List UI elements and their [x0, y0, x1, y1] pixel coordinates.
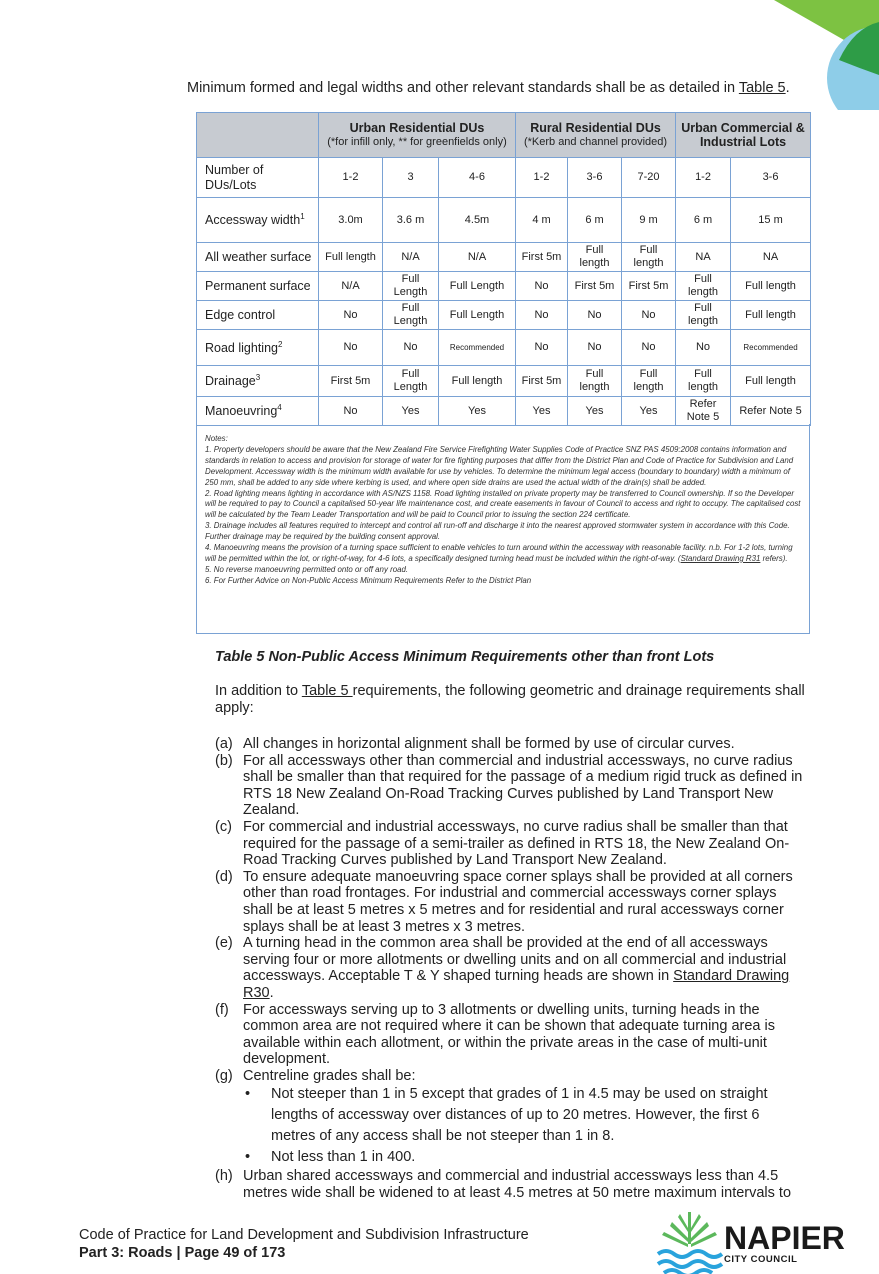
table-5-link-2[interactable]: Table 5 — [301, 683, 353, 699]
table-cell: 6 m — [568, 198, 622, 243]
table-cell: Full length — [676, 272, 731, 301]
table-cell: No — [568, 330, 622, 366]
logo-subtitle: CITY COUNCIL — [724, 1254, 798, 1265]
footer-title: Code of Practice for Land Development and Subdivision Infrastructure — [79, 1227, 529, 1243]
table-cell: Full Length — [439, 272, 516, 301]
table-cell: Yes — [516, 397, 568, 426]
standard-drawing-r30-link[interactable]: Standard Drawing R30 — [243, 968, 790, 1001]
table-cell: First 5m — [516, 366, 568, 397]
row-label: Permanent surface — [197, 272, 319, 301]
logo-wordmark — [724, 1222, 845, 1265]
table-cell: Full length — [622, 243, 676, 272]
table-cell: No — [622, 330, 676, 366]
table-cell: NA — [676, 243, 731, 272]
table-caption: Table 5 Non-Public Access Minimum Requirements other than front Lots — [215, 649, 715, 665]
list-item: (b) For all accessways other than commercial and industrial accessways, no curve radius shall be smaller than that required for the passage of a medium rigid truck as defined in RTS 18 New Zealand On-Road Tracking Curves published by Land Transport New Zealand. — [215, 752, 803, 819]
requirements-table — [196, 112, 811, 426]
header-rural-residential: Rural Residential DUs (*Kerb and channel provided) — [516, 113, 676, 158]
table-cell: Yes — [439, 397, 516, 426]
table-cell: Full Length — [383, 301, 439, 330]
list-item: (f) For accessways serving up to 3 allotments or dwelling units, turning heads in the common area are not required where it can be shown that adequate turning area is available within each allotment, or within the private areas in the case of multi-unit development. — [215, 1001, 775, 1068]
notes-heading: Notes: — [205, 434, 228, 443]
table-row — [197, 366, 811, 397]
table-cell: No — [383, 330, 439, 366]
table-cell: 4 m — [516, 198, 568, 243]
table-cell: Full length — [676, 301, 731, 330]
table-cell: 9 m — [622, 198, 676, 243]
table-cell: Recommended — [731, 330, 811, 366]
table-row — [197, 397, 811, 426]
table-cell: No — [516, 272, 568, 301]
table-cell: Full length — [676, 366, 731, 397]
logo-name: NAPIER — [724, 1220, 845, 1256]
header-blank-cell — [197, 113, 319, 158]
table-cell: 1-2 — [319, 158, 383, 198]
table-cell: Refer Note 5 — [731, 397, 811, 426]
table-cell: Recommended — [439, 330, 516, 366]
requirements-list — [215, 736, 815, 1202]
table-row — [197, 330, 811, 366]
table-row — [197, 301, 811, 330]
bullet-item: • Not steeper than 1 in 5 except that grades of 1 in 4.5 may be used on straight lengths of accessway over distances of up to 20 metres. However, the first 6 metres of any access shall be not steeper than 1 in 8. — [243, 1084, 815, 1147]
table-cell: No — [676, 330, 731, 366]
table-cell: Full Length — [439, 301, 516, 330]
list-item: (a) All changes in horizontal alignment shall be formed by use of circular curves. — [215, 736, 735, 752]
table-cell: No — [516, 301, 568, 330]
table-cell: Yes — [568, 397, 622, 426]
note-1: 1. Property developers should be aware that the New Zealand Fire Service Firefighting Water Supplies Code of Practice SNZ PAS 4509:2008 contains information and standards in relation to access and provision for storage of water for fire fighting purposes that differ from the District Plan and Code of Practice for Subdivision and Land Development. Accessway width is the minimum width available for use by vehicles. To determine the minimum legal access (boundary to boundary) width a minimum of 250 mm, shall be added to any side where kerbing is used, and where open side drains are used the actual width of the drain(s) shall be added. — [205, 444, 794, 487]
table-notes — [196, 424, 810, 634]
table-cell: First 5m — [622, 272, 676, 301]
table-cell: 3.6 m — [383, 198, 439, 243]
table-cell: Yes — [383, 397, 439, 426]
table-cell: First 5m — [319, 366, 383, 397]
table-cell: 3-6 — [568, 158, 622, 198]
table-cell: No — [319, 301, 383, 330]
table-cell: 3 — [383, 158, 439, 198]
table-cell: Yes — [622, 397, 676, 426]
table-cell: N/A — [439, 243, 516, 272]
list-item: (h) Urban shared accessways and commercial and industrial accessways less than 4.5 metres wide shall be widened to at least 4.5 metres at 50 metre maximum intervals to — [215, 1168, 792, 1202]
table-cell: Full length — [568, 366, 622, 397]
table-cell: Full Length — [383, 272, 439, 301]
header-urban-residential: Urban Residential DUs (*for infill only, ** for greenfields only) — [319, 113, 516, 158]
note-5: 5. No reverse manoeuvring permitted onto or off any road. — [205, 564, 409, 574]
table-cell: No — [622, 301, 676, 330]
row-label: Accessway width$^1$ — [197, 198, 319, 243]
table-5-link[interactable]: Table 5 — [738, 80, 786, 96]
row-label: All weather surface — [197, 243, 319, 272]
note-6: 6. For Further Advice on Non-Public Access Minimum Requirements Refer to the District Plan — [205, 575, 532, 585]
note-3: 3. Drainage includes all features required to intercept and control all run-off and discharge it into the nearest approved stormwater system in accordance with this Code. Further drainage may be required by the building consent approval. — [205, 521, 790, 542]
table-cell: 15 m — [731, 198, 811, 243]
list-item: (g) Centreline grades shall be: — [215, 1067, 416, 1084]
table-cell: Full length — [731, 272, 811, 301]
table-row — [197, 243, 811, 272]
note-4: 4. Manoeuvring means the provision of a turning space sufficient to enable vehicles to turn around within the accessway with reasonable facility. n.b. For 1-2 lots, turning will be permitted within the lot, or right-of-way, for 4-6 lots, a specifically designed turning head must be included within the right-of-way. (Standard Drawing R31 refers). — [205, 543, 793, 563]
table-cell: 4-6 — [439, 158, 516, 198]
row-label: Number of DUs/Lots — [197, 158, 319, 198]
footer-page-number: Part 3: Roads | Page 49 of 173 — [79, 1245, 286, 1261]
table-cell: NA — [731, 243, 811, 272]
list-item: (d) To ensure adequate manoeuvring space corner splays shall be provided at all corners other than road frontages. For industrial and commercial accessways corner splays shall be at least 5 metres x 5 metres and for residential and rural accessways corner splays shall be at least 3 metres x 3 metres. — [215, 868, 793, 935]
table-cell: Full length — [319, 243, 383, 272]
table-row — [197, 158, 811, 198]
table-cell: No — [319, 397, 383, 426]
page-footer — [79, 1226, 529, 1262]
note-2: 2. Road lighting means lighting in accordance with AS/NZS 1158. Road lighting installed on private property may be transferred to Council ownership. If so the Developer will be required to pay to Council a capitalised 50-year life maintenance cost, and create easements in favour of Council to access and right to occupy. The capitalised cost will be calculated by the Team Leader Transportation and will be paid to Council prior to issuing the section 224 certificate. — [205, 488, 801, 520]
table-cell: First 5m — [568, 272, 622, 301]
table-cell: Full Length — [383, 366, 439, 397]
table-cell: No — [568, 301, 622, 330]
table-cell: First 5m — [516, 243, 568, 272]
list-item: (e) A turning head in the common area shall be provided at the end of all accessways serving four or more allotments or dwelling units and on all commercial and industrial accessways. Acceptable T & Y shaped turning heads are shown in Standard Drawing R30. — [215, 935, 790, 1001]
bullet-icon: • — [245, 1086, 251, 1103]
table-cell: N/A — [383, 243, 439, 272]
table-cell: 7-20 — [622, 158, 676, 198]
table-cell: 3.0m — [319, 198, 383, 243]
table-cell: 4.5m — [439, 198, 516, 243]
table-row — [197, 272, 811, 301]
table-cell: Refer Note 5 — [676, 397, 731, 426]
table-cell: 1-2 — [676, 158, 731, 198]
bullet-icon: • — [245, 1149, 251, 1166]
row-label: Road lighting$^2$ — [197, 330, 319, 366]
standard-drawing-r31-link[interactable]: Standard Drawing R31 — [680, 553, 761, 563]
table-cell: 6 m — [676, 198, 731, 243]
row-label: Edge control — [197, 301, 319, 330]
row-label: Manoeuvring$^4$ — [197, 397, 319, 426]
table-cell: Full length — [731, 366, 811, 397]
table-row — [197, 198, 811, 243]
table-cell: N/A — [319, 272, 383, 301]
table-cell: 3-6 — [731, 158, 811, 198]
header-urban-commercial: Urban Commercial & Industrial Lots — [676, 113, 811, 158]
intro-paragraph: Minimum formed and legal widths and other relevant standards shall be as detailed in Table 5. — [187, 80, 790, 96]
table-cell: Full length — [568, 243, 622, 272]
table-header-row — [197, 113, 811, 158]
table-cell: 1-2 — [516, 158, 568, 198]
table-cell: No — [319, 330, 383, 366]
row-label: Drainage$^3$ — [197, 366, 319, 397]
table-cell: Full length — [731, 301, 811, 330]
requirements-paragraph: In addition to Table 5 requirements, the following geometric and drainage requirements shall apply: — [215, 683, 805, 716]
table-cell: No — [516, 330, 568, 366]
table-cell: Full length — [439, 366, 516, 397]
table-cell: Full length — [622, 366, 676, 397]
bullet-item: • Not less than 1 in 400. — [243, 1147, 815, 1168]
list-item: (c) For commercial and industrial accessways, no curve radius shall be smaller than that required for the passage of a semi-trailer as defined in RTS 18, the New Zealand On-Road Tracking Curves published by Land Transport New Zealand. — [215, 818, 790, 869]
